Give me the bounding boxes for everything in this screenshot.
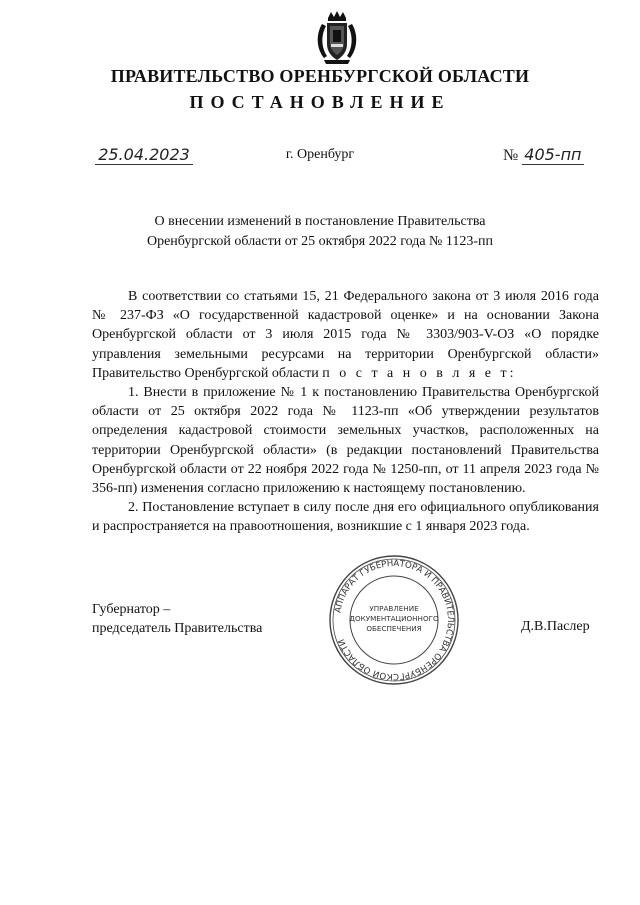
document-city: г. Оренбург bbox=[285, 147, 355, 162]
signatory-title-line-2: председатель Правительства bbox=[92, 621, 263, 636]
stamp-center-line-2: ДОКУМЕНТАЦИОННОГО bbox=[349, 614, 439, 623]
signatory-title-line-1: Губернатор – bbox=[92, 602, 171, 617]
organization-name: ПРАВИТЕЛЬСТВО ОРЕНБУРГСКОЙ ОБЛАСТИ bbox=[110, 66, 530, 86]
item-2-paragraph: 2. Постановление вступает в силу после дня его официального опубликования и распространяется на правоотношения, возникшие с 1 января 2023 года. bbox=[92, 500, 599, 535]
number-value: 405-пп bbox=[524, 145, 582, 164]
preamble-paragraph bbox=[92, 287, 599, 383]
signatory-name: Д.В.Паслер bbox=[521, 619, 590, 634]
stamp-ring-text: АППАРАТ ГУБЕРНАТОРА И ПРАВИТЕЛЬСТВА ОРЕНБУРГСКОЙ ОБЛАСТИ bbox=[333, 558, 456, 682]
document-number bbox=[503, 145, 584, 165]
stamp-center-line-3: ОБЕСПЕЧЕНИЯ bbox=[366, 624, 422, 633]
document-body bbox=[92, 287, 599, 537]
item-1-paragraph: 1. Внести в приложение № 1 к постановлению Правительства Оренбургской области от 25 октября 2022 года № 1123-пп «Об утверждении результатов определения кадастровой стоимости земельных участков, расположенных на территории Оренбургской области» (в редакции постановлений Правительства Оренбургской области от 22 ноября 2022 года № 1250-пп, от 11 апреля 2023 года № 356-пп) изменения согласно приложению к настоящему постановлению. bbox=[92, 385, 599, 497]
resolves-word: п о с т а н о в л я е т: bbox=[322, 365, 517, 381]
coat-of-arms-emblem bbox=[312, 10, 362, 66]
signatory-title bbox=[92, 600, 262, 638]
number-prefix: № bbox=[503, 147, 519, 164]
official-stamp bbox=[328, 553, 460, 687]
document-subject bbox=[100, 212, 540, 252]
subject-line-2: Оренбургской области от 25 октября 2022 года № 1123-пп bbox=[146, 234, 494, 249]
subject-line-1: О внесении изменений в постановление Правительства bbox=[154, 214, 486, 229]
document-type: ПОСТАНОВЛЕНИЕ bbox=[189, 92, 451, 112]
preamble-text: В соответствии со статьями 15, 21 Федерального закона от 3 июля 2016 года № 237-ФЗ «О государственной кадастровой оценке» и на основании Закона Оренбургской области от 3 июля 2015 года № 3303/903-V-ОЗ «О порядке управления земельными ресурсами на территории Оренбургской области» Правительство Оренбургской области bbox=[92, 289, 599, 381]
document-date: 25.04.2023 bbox=[95, 146, 193, 165]
stamp-center-line-1: УПРАВЛЕНИЕ bbox=[369, 604, 419, 613]
